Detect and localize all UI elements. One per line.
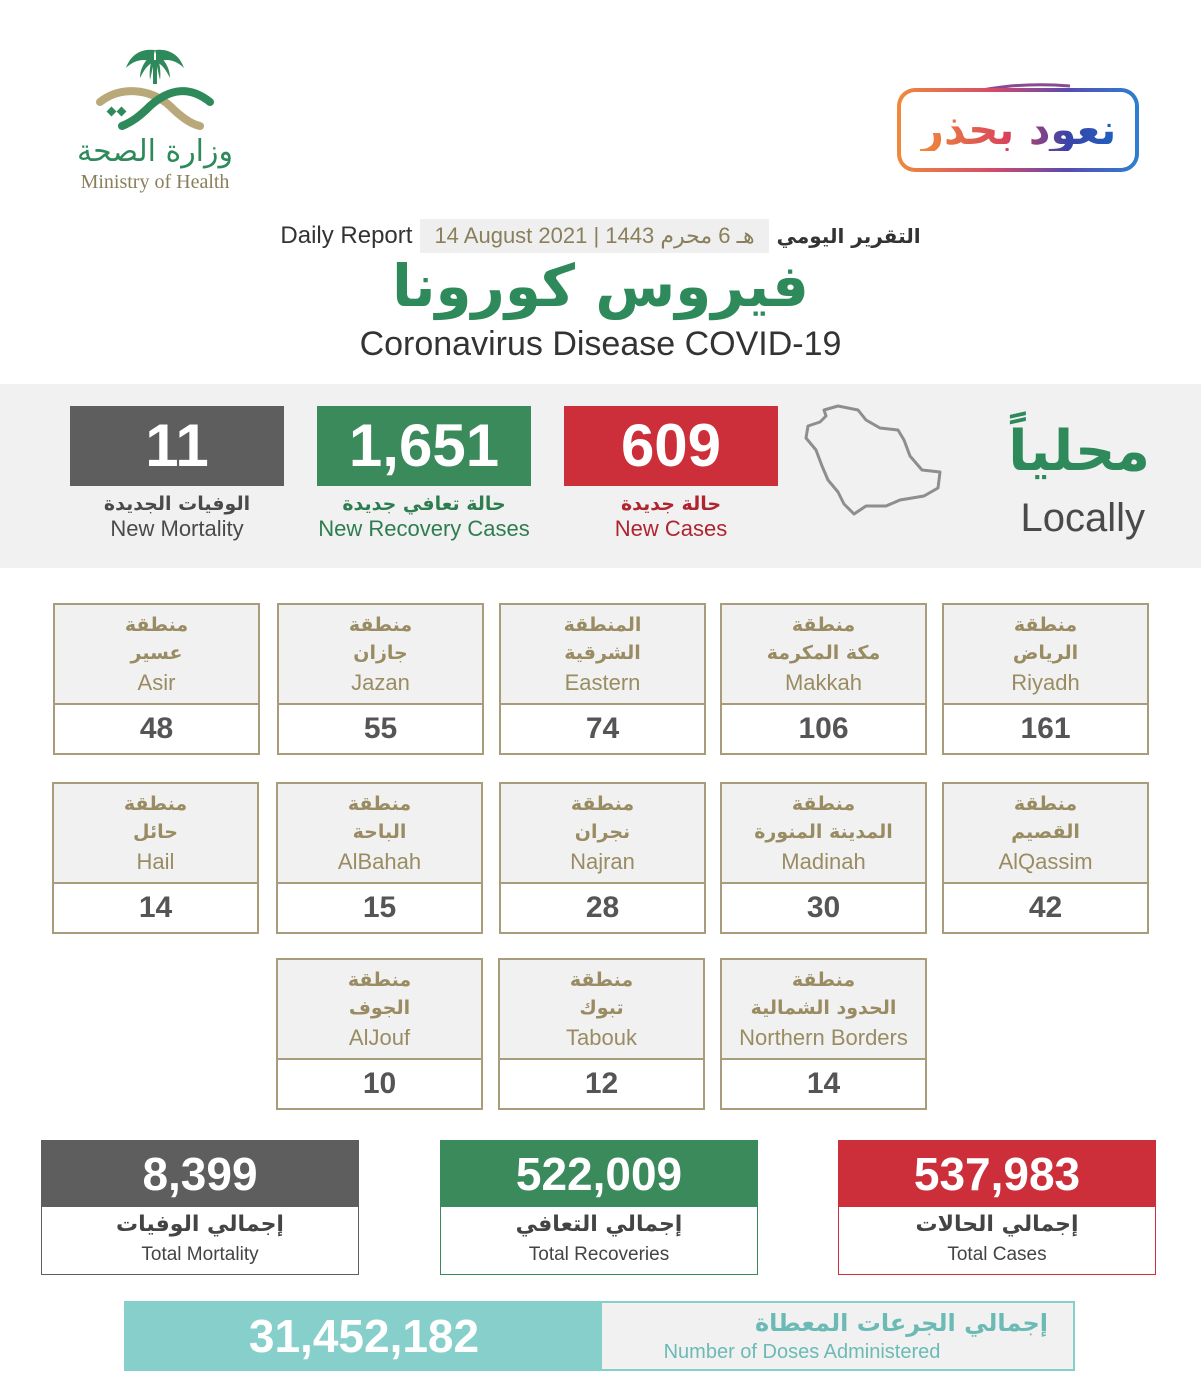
region-name-en: Madinah bbox=[781, 849, 866, 874]
region-prefix: منطقة bbox=[348, 614, 413, 636]
region-prefix: منطقة bbox=[791, 969, 856, 991]
region-card-makkah bbox=[720, 603, 927, 755]
region-card-madinah bbox=[720, 782, 927, 934]
region-name-ar: الحدود الشمالية bbox=[750, 997, 897, 1019]
new-mortality-label-en: New Mortality bbox=[110, 516, 244, 541]
new-cases-stat bbox=[564, 406, 778, 542]
region-name-en: Asir bbox=[137, 670, 176, 695]
region-name-en: Northern Borders bbox=[739, 1025, 908, 1050]
region-card-asir bbox=[53, 603, 260, 755]
total-cases-card bbox=[838, 1140, 1156, 1275]
region-name-en: Hail bbox=[136, 849, 175, 874]
ministry-name-arabic: وزارة الصحة bbox=[77, 134, 233, 169]
doses-label-en: Number of Doses Administered bbox=[663, 1341, 941, 1363]
region-card-jazan bbox=[277, 603, 484, 755]
doses-administered-card bbox=[124, 1301, 1075, 1371]
new-mortality-stat bbox=[70, 406, 284, 542]
daily-report-arabic: التقرير اليومي bbox=[776, 224, 921, 248]
local-stats-band bbox=[0, 384, 1201, 568]
region-value: 10 bbox=[362, 1067, 397, 1100]
region-prefix: منطقة bbox=[123, 793, 188, 815]
region-value: 30 bbox=[806, 891, 841, 924]
region-value: 48 bbox=[139, 712, 174, 745]
region-prefix: منطقة bbox=[347, 969, 412, 991]
region-prefix: منطقة bbox=[791, 614, 856, 636]
campaign-slogan: نعود بحذر bbox=[919, 105, 1117, 154]
total-mortality-value: 8,399 bbox=[42, 1141, 358, 1207]
region-prefix: منطقة bbox=[569, 969, 634, 991]
region-name-ar: الجوف bbox=[348, 997, 411, 1019]
region-name-ar: الشرقية bbox=[564, 642, 641, 664]
total-recoveries-card bbox=[440, 1140, 758, 1275]
page-title-english: Coronavirus Disease COVID-19 bbox=[359, 325, 842, 363]
region-value: 74 bbox=[585, 712, 620, 745]
palm-swords-emblem-icon bbox=[70, 42, 240, 132]
region-name-en: Jazan bbox=[351, 670, 410, 695]
ministry-name-english: Ministry of Health bbox=[80, 171, 230, 193]
total-recoveries-label-ar: إجمالي التعافي bbox=[515, 1212, 683, 1237]
region-card-najran bbox=[499, 782, 706, 934]
region-name-ar: جازان bbox=[353, 642, 408, 664]
total-cases-value: 537,983 bbox=[839, 1141, 1155, 1207]
region-card-aljouf bbox=[276, 958, 483, 1110]
region-name-ar: نجران bbox=[574, 821, 631, 843]
region-value: 106 bbox=[798, 712, 849, 745]
new-cases-label-en: New Cases bbox=[614, 516, 728, 541]
region-value: 14 bbox=[806, 1067, 841, 1100]
region-name-en: Tabouk bbox=[566, 1025, 637, 1050]
region-prefix: منطقة bbox=[347, 793, 412, 815]
region-name-ar: عسير bbox=[130, 642, 183, 664]
region-value: 161 bbox=[1020, 712, 1071, 745]
region-card-riyadh bbox=[942, 603, 1149, 755]
total-cases-label-en: Total Cases bbox=[947, 1244, 1047, 1265]
page-title-arabic: فيروس كورونا bbox=[391, 252, 810, 320]
total-mortality-card bbox=[41, 1140, 359, 1275]
region-name-en: AlJouf bbox=[348, 1025, 411, 1050]
new-cases-label-ar: حالة جديدة bbox=[620, 493, 722, 515]
region-name-ar: مكة المكرمة bbox=[766, 642, 881, 664]
region-prefix: منطقة bbox=[1013, 793, 1078, 815]
doses-value: 31,452,182 bbox=[126, 1303, 602, 1369]
region-card-tabouk bbox=[498, 958, 705, 1110]
region-card-hail bbox=[52, 782, 259, 934]
locally-label-english: Locally bbox=[1020, 496, 1145, 540]
region-card-albahah bbox=[276, 782, 483, 934]
new-recovery-label-ar: حالة تعافي جديدة bbox=[342, 493, 506, 515]
region-value: 42 bbox=[1028, 891, 1063, 924]
region-card-eastern bbox=[499, 603, 706, 755]
doses-label-ar: إجمالي الجرعات المعطاة bbox=[754, 1309, 1048, 1337]
new-recovery-label-en: New Recovery Cases bbox=[318, 516, 530, 541]
new-cases-value: 609 bbox=[564, 406, 778, 486]
region-prefix: منطقة bbox=[124, 614, 189, 636]
region-name-en: AlBahah bbox=[337, 849, 422, 874]
region-value: 28 bbox=[585, 891, 620, 924]
total-recoveries-value: 522,009 bbox=[441, 1141, 757, 1207]
region-name-en: AlQassim bbox=[998, 849, 1093, 874]
region-prefix: منطقة bbox=[570, 793, 635, 815]
campaign-badge bbox=[897, 88, 1139, 172]
region-prefix: منطقة bbox=[791, 793, 856, 815]
region-card-northern-borders bbox=[720, 958, 927, 1110]
region-value: 12 bbox=[584, 1067, 619, 1100]
total-mortality-label-en: Total Mortality bbox=[141, 1244, 259, 1265]
region-prefix: منطقة bbox=[1013, 614, 1078, 636]
region-card-alqassim bbox=[942, 782, 1149, 934]
report-date: 14 August 2021 | 1443 هـ 6 محرم bbox=[420, 219, 768, 253]
region-value: 14 bbox=[138, 891, 173, 924]
region-name-en: Riyadh bbox=[1011, 670, 1080, 695]
region-name-ar: الباحة bbox=[352, 821, 407, 843]
ministry-of-health-logo bbox=[55, 42, 255, 214]
saudi-map-icon bbox=[800, 400, 945, 520]
region-name-ar: الرياض bbox=[1012, 642, 1079, 664]
region-name-en: Makkah bbox=[784, 670, 863, 695]
new-mortality-label-ar: الوفيات الجديدة bbox=[103, 493, 251, 515]
total-cases-label-ar: إجمالي الحالات bbox=[915, 1212, 1079, 1237]
region-name-ar: المدينة المنورة bbox=[754, 821, 893, 843]
daily-report-english: Daily Report bbox=[280, 222, 413, 249]
region-value: 15 bbox=[362, 891, 397, 924]
region-prefix: المنطقة bbox=[563, 614, 642, 636]
region-name-en: Eastern bbox=[564, 670, 641, 695]
total-mortality-label-ar: إجمالي الوفيات bbox=[116, 1212, 284, 1237]
new-mortality-value: 11 bbox=[70, 406, 284, 486]
new-recovery-stat bbox=[317, 406, 531, 542]
region-name-ar: حائل bbox=[133, 821, 178, 843]
region-value: 55 bbox=[363, 712, 398, 745]
new-recovery-value: 1,651 bbox=[317, 406, 531, 486]
region-name-ar: تبوك bbox=[579, 997, 624, 1019]
total-recoveries-label-en: Total Recoveries bbox=[528, 1244, 670, 1265]
region-name-en: Najran bbox=[570, 849, 635, 874]
locally-label-arabic: محلياً bbox=[1008, 419, 1150, 484]
region-name-ar: القصيم bbox=[1011, 821, 1080, 843]
